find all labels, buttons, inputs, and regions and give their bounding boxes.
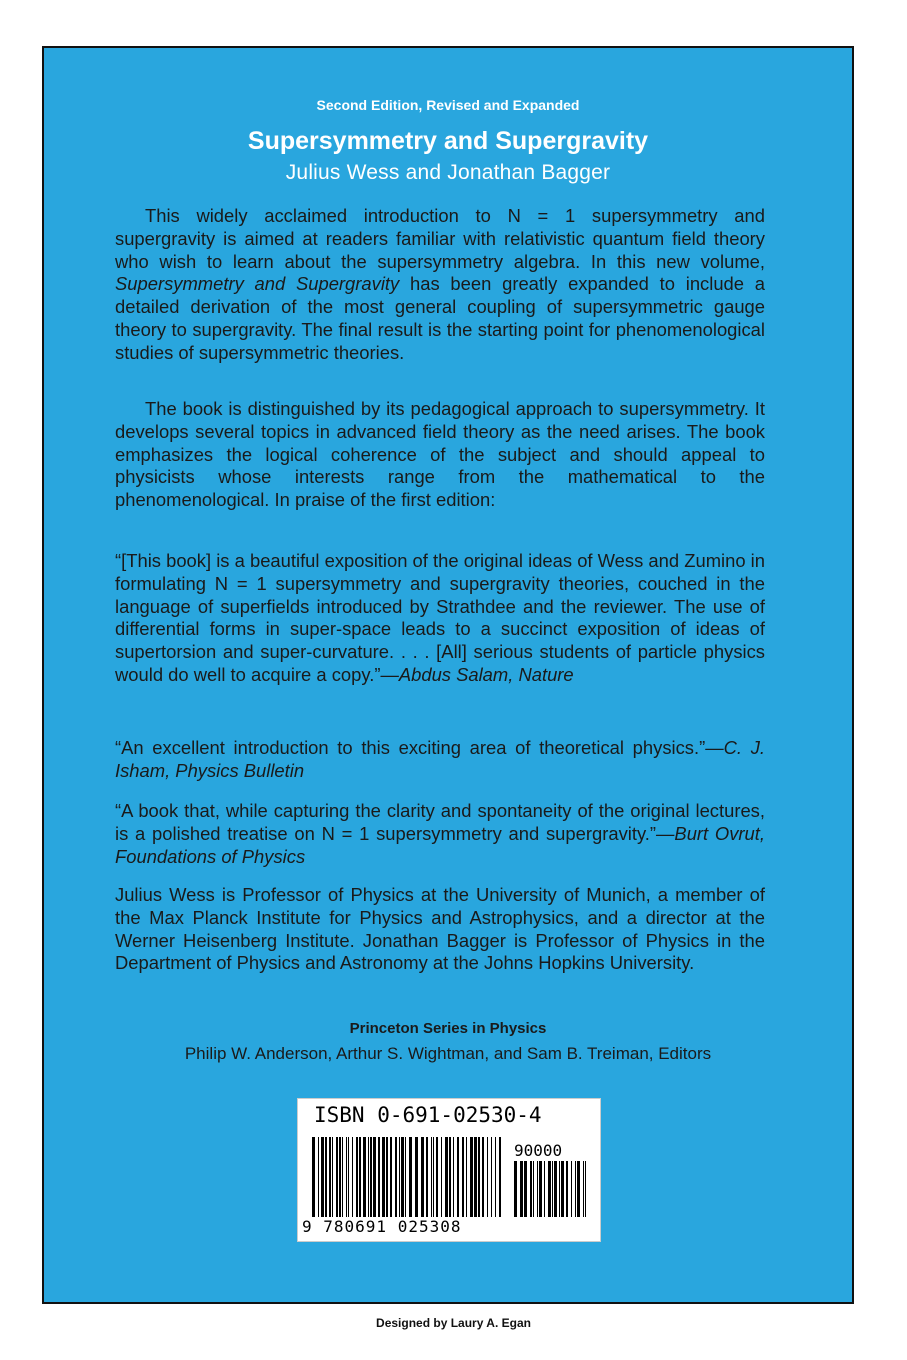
series-editors: Philip W. Anderson, Arthur S. Wightman, and Sam B. Treiman, Editors xyxy=(184,1044,712,1063)
review-quote-1-text: “[This book] is a beautiful exposition of the original ideas of Wess and Zumino in formulating N = 1 supersymmetry and supergravity theories, couched in the language of superfields introduced by Strathdee and the reviewer. The use of differential forms in super-space leads to a succinct exposition of ideas of supertorsion and super-curvature. . . . [All] serious students of particle physics would do well to acquire a copy.” xyxy=(115,550,765,685)
edition-note: Second Edition, Revised and Expanded xyxy=(316,97,580,113)
book-title: Supersymmetry and Supergravity xyxy=(247,127,649,155)
price-code: 90000 xyxy=(514,1141,563,1160)
review-quote-3-text: “A book that, while capturing the clarity and spontaneity of the original lectures, is a polished treatise on N = 1 supersymmetry and supergravity.” xyxy=(115,800,765,844)
price-addon-bars xyxy=(514,1161,586,1217)
description-1-part-b: has been greatly expanded to include a detailed derivation of the most general coupling of supersymmetric gauge theory to supergravity. The final result is the starting point for phenomenological studies of supersymmetric theories. xyxy=(115,273,766,363)
description-paragraph-2: The book is distinguished by its pedagogical approach to supersymmetry. It develops several topics in advanced field theory as the need arises. The book emphasizes the logical coherence of the subject and should appeal to physicists whose interests range from the mathematical to the phenomenological. In praise of the first edition: xyxy=(115,398,765,511)
description-1-part-a: This widely acclaimed introduction to N = 1 supersymmetry and supergravity is aimed at readers familiar with relativistic quantum field theory who wish to learn about the supersymmetry algebra. In this new volume, xyxy=(115,205,765,272)
isbn-barcode xyxy=(297,1098,601,1242)
series-name: Princeton Series in Physics xyxy=(349,1020,547,1037)
designer-credit: Designed by Laury A. Egan xyxy=(376,1316,531,1330)
review-quote-3 xyxy=(115,800,765,868)
review-quote-2 xyxy=(115,737,765,783)
review-quote-3-source: —Burt Ovrut, Foundations of Physics xyxy=(115,822,765,867)
isbn-text: ISBN 0-691-02530-4 xyxy=(314,1103,542,1127)
back-cover xyxy=(42,46,854,1304)
description-1-italic-title: Supersymmetry and Supergravity xyxy=(115,273,400,295)
review-quote-2-source: —C. J. Isham, Physics Bulletin xyxy=(115,737,765,781)
about-authors: Julius Wess is Professor of Physics at the University of Munich, a member of the Max Planck Institute for Physics and Astrophysics, and a director at the Werner Heisenberg Institute. Jonathan Bagger is Professor of Physics in the Department of Physics and Astronomy at the Johns Hopkins University. xyxy=(115,884,765,974)
ean-number: 9 780691 025308 xyxy=(302,1217,462,1236)
review-quote-1 xyxy=(115,550,765,687)
review-quote-2-text: “An excellent introduction to this exciting area of theoretical physics.” xyxy=(115,737,706,758)
book-authors: Julius Wess and Jonathan Bagger xyxy=(285,161,611,184)
description-paragraph-1 xyxy=(115,205,765,365)
review-quote-1-source: —Abdus Salam, Nature xyxy=(380,663,574,685)
ean-barcode-bars xyxy=(312,1137,502,1217)
